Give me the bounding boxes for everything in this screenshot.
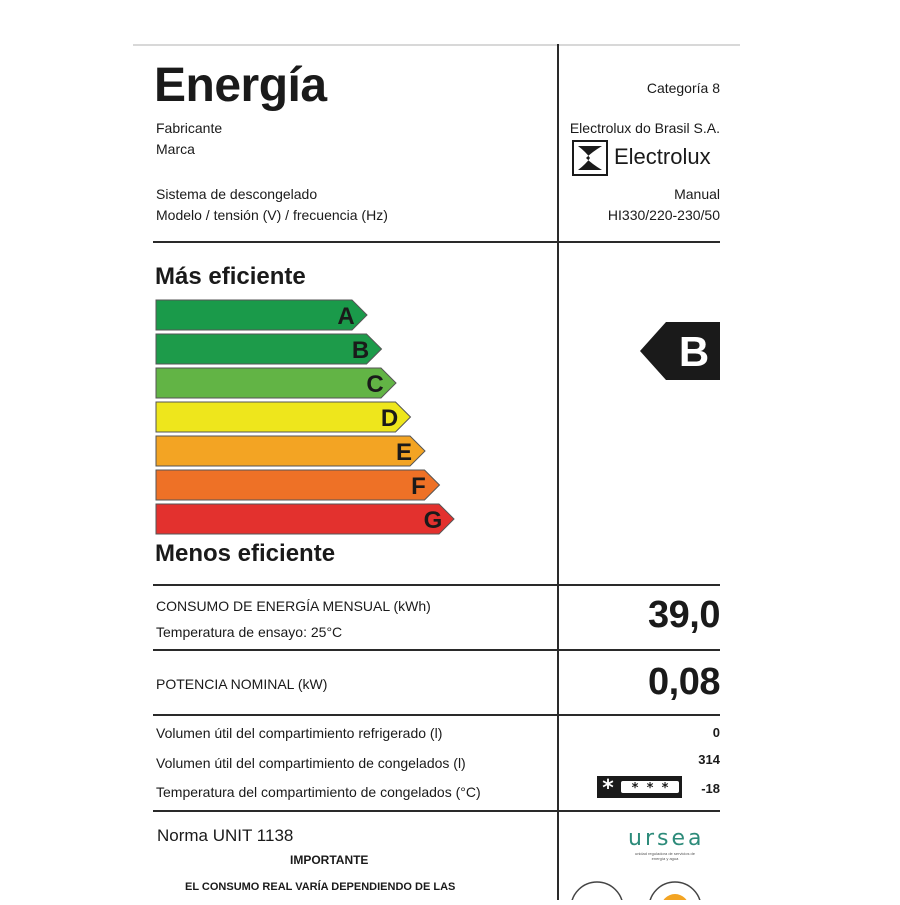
- defrost-label: Sistema de descongelado: [156, 186, 318, 202]
- scale-bottom-label: Menos eficiente: [155, 540, 336, 567]
- scale-top-label: Más eficiente: [155, 263, 306, 290]
- efficiency-bar-c: [155, 367, 398, 397]
- four-star-freezer-icon: [597, 776, 682, 798]
- efficiency-bar-letter: C: [366, 371, 384, 398]
- efficiency-bar-shape: [156, 436, 425, 466]
- brand-value: Electrolux: [614, 144, 711, 169]
- divider: [153, 810, 720, 812]
- freezer-temp-value: -18: [701, 781, 720, 796]
- manufacturer-label: Fabricante: [156, 120, 223, 136]
- brand-label: Marca: [156, 141, 195, 157]
- efficiency-bar-shape: [156, 368, 396, 398]
- power-label: POTENCIA NOMINAL (kW): [156, 676, 328, 692]
- electrolux-logo: [572, 140, 711, 181]
- efficiency-bar-letter: G: [423, 507, 443, 534]
- efficiency-bar-shape: [156, 470, 440, 500]
- divider: [153, 241, 720, 243]
- category: Categoría 8: [646, 80, 720, 96]
- svg-text:*: *: [602, 776, 614, 798]
- efficiency-bar-g: [155, 503, 456, 533]
- consumption-sublabel: Temperatura de ensayo: 25°C: [156, 624, 343, 640]
- consumption-value: 39,0: [648, 594, 720, 636]
- divider: [153, 649, 720, 651]
- power-value: 0,08: [648, 661, 720, 703]
- efficiency-bar-letter: B: [351, 337, 370, 364]
- label-title: Energía: [154, 59, 327, 112]
- ursea-wordmark: ursea: [628, 826, 705, 851]
- manufacturer-value: Electrolux do Brasil S.A.: [569, 120, 720, 136]
- defrost-value: Manual: [674, 186, 720, 202]
- rating-indicator: [640, 322, 720, 385]
- efficiency-bar-a: [155, 299, 369, 329]
- important-heading: IMPORTANTE: [290, 853, 369, 867]
- model-label: Modelo / tensión (V) / frecuencia (Hz): [156, 207, 388, 223]
- efficiency-bar-letter: E: [395, 439, 413, 466]
- ursea-logo: [628, 826, 704, 861]
- fridge-volume-value: 0: [712, 725, 720, 740]
- ursea-subtitle: unidad reguladora de servicios de energía y agua: [634, 851, 696, 861]
- efficiency-bar-letter: D: [380, 405, 399, 432]
- svg-text:*: *: [661, 781, 669, 796]
- efficiency-bar-shape: [156, 504, 454, 534]
- fridge-volume-label: Volumen útil del compartimiento refrigerado (l): [156, 725, 443, 741]
- efficiency-bar-shape: [156, 402, 411, 432]
- efficiency-bar-shape: [156, 300, 367, 330]
- freezer-volume-label: Volumen útil del compartimiento de congelados (l): [156, 755, 466, 771]
- electrolux-icon: [572, 140, 608, 176]
- efficiency-bar-shape: [156, 334, 382, 364]
- freezer-temp-label: Temperatura del compartimiento de congelados (°C): [156, 784, 481, 800]
- efficiency-bar-e: [155, 435, 427, 465]
- svg-text:*: *: [631, 781, 639, 796]
- efficiency-bar-b: [155, 333, 384, 363]
- divider: [153, 584, 720, 586]
- rating-letter: B: [678, 328, 710, 375]
- top-border: [133, 44, 740, 46]
- notice-text: EL CONSUMO REAL VARÍA DEPENDIENDO DE LAS: [185, 881, 456, 893]
- svg-text:*: *: [646, 781, 654, 796]
- norm: Norma UNIT 1138: [157, 826, 294, 845]
- freezer-volume-value: 314: [698, 752, 720, 767]
- efficiency-bar-letter: F: [411, 473, 426, 500]
- certification-seals: [565, 880, 725, 905]
- column-divider: [557, 44, 559, 900]
- efficiency-bar-letter: A: [337, 303, 355, 330]
- consumption-label: CONSUMO DE ENERGÍA MENSUAL (kWh): [156, 598, 431, 614]
- model-value: HI330/220-230/50: [607, 207, 720, 223]
- efficiency-bar-f: [155, 469, 442, 499]
- divider: [153, 714, 720, 716]
- efficiency-bar-d: [155, 401, 413, 431]
